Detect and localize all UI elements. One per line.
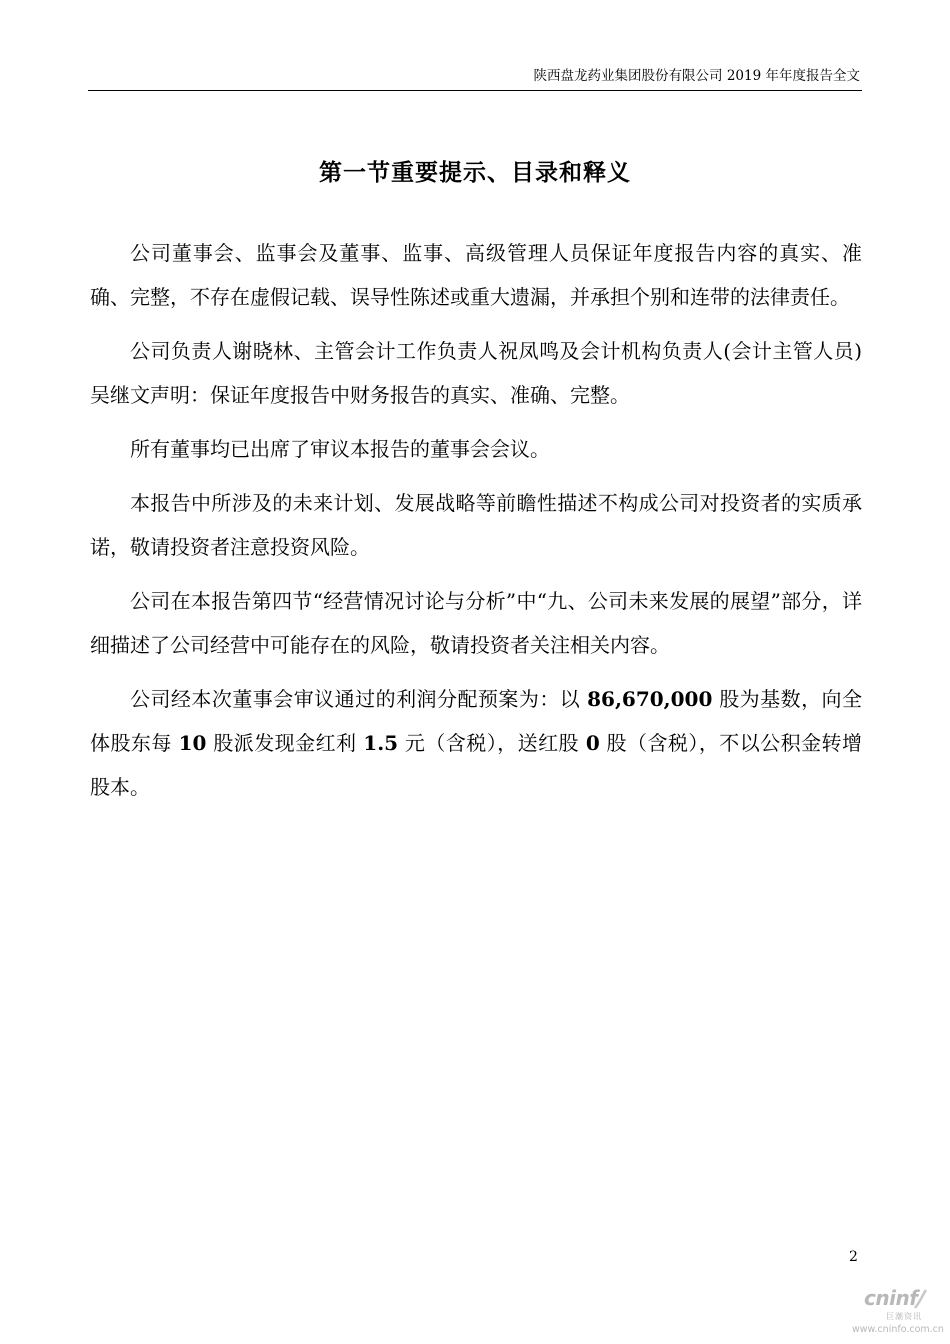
- dividend-base-shares: 86,670,000: [587, 687, 713, 711]
- dividend-text-1: 公司经本次董事会审议通过的利润分配预案为：以: [130, 687, 588, 711]
- dividend-text-4: 元（含税），送红股: [398, 731, 586, 755]
- header-text: 陕西盘龙药业集团股份有限公司 2019 年年度报告全文: [533, 68, 860, 84]
- paragraph-forward-looking: 本报告中所涉及的未来计划、发展战略等前瞻性描述不构成公司对投资者的实质承诺，敬请投资者注意投资风险。: [90, 491, 862, 559]
- paragraph-dividend: [90, 677, 862, 809]
- dividend-text-5: 股（含税），不以公积金转增股本。: [90, 731, 863, 799]
- body-text: [90, 231, 862, 819]
- section-title: 第一节重要提示、目录和释义: [319, 159, 631, 186]
- paragraph-attendance: 所有董事均已出席了审议本报告的董事会会议。: [130, 437, 550, 461]
- paragraph-risk: 公司在本报告第四节“经营情况讨论与分析”中“九、公司未来发展的展望”部分，详细描述了公司经营中可能存在的风险，敬请投资者关注相关内容。: [90, 589, 862, 657]
- dividend-bonus: 0: [585, 731, 600, 755]
- page-header: [88, 60, 862, 91]
- cninfo-logo-subtitle: 巨潮资讯: [886, 1312, 922, 1321]
- paragraph-responsibility: 公司董事会、监事会及董事、监事、高级管理人员保证年度报告内容的真实、准确、完整，不存在虚假记载、误导性陈述或重大遗漏，并承担个别和连带的法律责任。: [90, 241, 862, 309]
- dividend-text-2: 股为基数，向全体股东每: [90, 687, 863, 755]
- dividend-per-shares: 10: [178, 731, 207, 755]
- cninfo-url: www.cninfo.com.cn: [852, 1324, 944, 1335]
- cninfo-watermark-logo: [852, 1286, 948, 1338]
- dividend-cash: 1.5: [363, 731, 399, 755]
- swoosh-icon: [912, 1288, 928, 1310]
- paragraph-declaration: 公司负责人谢晓林、主管会计工作负责人祝凤鸣及会计机构负责人(会计主管人员)吴继文声明：保证年度报告中财务报告的真实、准确、完整。: [90, 339, 862, 407]
- page-number: 2: [849, 1249, 858, 1265]
- cninfo-logo-text: cninf: [864, 1286, 918, 1310]
- dividend-text-3: 股派发现金红利: [206, 731, 364, 755]
